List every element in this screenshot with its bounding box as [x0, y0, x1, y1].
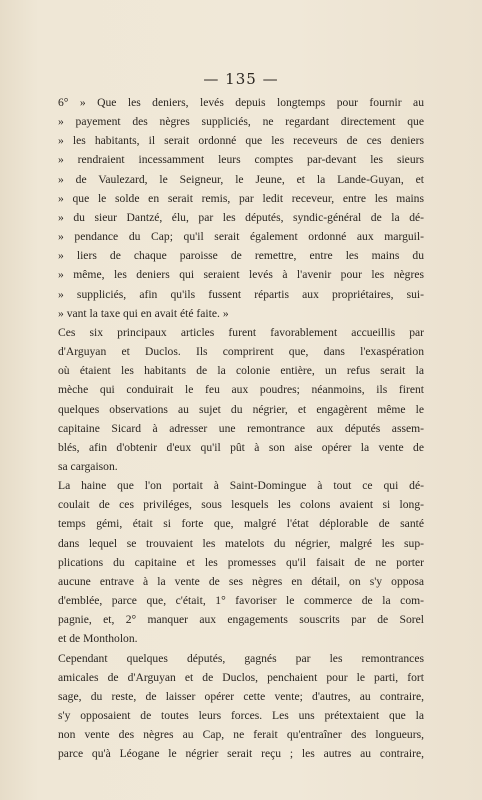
text-line: mèche qui conduirait le feu aux poudres; néanmoins, ils firent [58, 383, 424, 397]
text-line: pagnie, et, 2° manquer aux engagements souscrits par de Sorel [58, 613, 424, 627]
text-line: non vente des nègres au Cap, ne ferait qu'entraîner des longueurs, [58, 728, 424, 742]
text-line: » vant la taxe qui en avait été faite. » [58, 306, 229, 320]
body-text [58, 93, 424, 763]
text-line: sage, du reste, de laisser opérer cette vente; d'autres, au contraire, [58, 689, 424, 703]
text-line: » suppliciés, afin qu'ils fussent répartis aux propriétaires, sui- [58, 287, 424, 301]
text-line: » du sieur Dantzé, élu, par les députés, syndic-général de la dé- [58, 210, 424, 224]
text-line: » les habitants, il serait ordonné que les receveurs de ces deniers [58, 134, 424, 148]
text-line: temps gémi, était si forte que, malgré l'état déplorable de santé [58, 517, 424, 531]
text-line: et de Montholon. [58, 632, 138, 646]
text-line: » rendraient incessamment leurs comptes par-devant les sieurs [58, 153, 424, 167]
text-line: 6° » Que les deniers, levés depuis longtemps pour fournir au [58, 96, 424, 109]
text-line: capitaine Sicard à adresser une remontrance aux députés assem- [58, 421, 424, 435]
text-line: où étaient les habitants de la colonie entière, un refus serait la [58, 364, 424, 378]
text-line: sa cargaison. [58, 459, 118, 473]
text-line: d'Arguyan et Duclos. Ils comprirent que, dans l'exaspération [58, 345, 424, 359]
text-line: dans lequel se trouvaient les matelots du négrier, malgré les sup- [58, 536, 424, 550]
text-line: La haine que l'on portait à Saint-Domingue à tout ce qui dé- [58, 479, 424, 493]
text-line: » liers de chaque paroisse de remettre, entre les mains du [58, 249, 424, 263]
text-line: coulait de ces priviléges, sous lesquels les colons avaient si long- [58, 498, 424, 512]
text-line: » même, les deniers qui seraient levés à l'avenir pour les nègres [58, 268, 424, 282]
text-line: s'y opposaient de toutes leurs forces. Les uns prétextaient que la [58, 709, 424, 722]
text-line: d'emblée, parce que, c'était, 1° favoriser le commerce de la com- [58, 594, 424, 608]
text-line: parce qu'à Léogane le négrier serait reçu ; les autres au contraire, [58, 747, 424, 761]
text-line: » que le solde en serait remis, par ledit receveur, entre les mains [58, 191, 424, 205]
text-line: blés, afin d'obtenir d'eux qu'il pût à son aise opérer la vente de [58, 440, 424, 454]
page-number: — 135 — [203, 70, 279, 88]
text-line: amicales de d'Arguyan et de Duclos, penchaient pour le parti, fort [58, 670, 424, 684]
text-line: plications du capitaine et les promesses qu'il faisait de ne porter [58, 555, 424, 569]
text-line: aucune entrave à la vente de ses nègres en détail, on s'y opposa [58, 574, 424, 588]
text-line: Cependant quelques députés, gagnés par les remontrances [58, 651, 424, 665]
text-line: » de Vaulezard, le Seigneur, le Jeune, et la Lande-Guyan, et [58, 172, 424, 186]
text-line: quelques observations au sujet du négrier, et engagèrent même le [58, 402, 424, 416]
text-line: Ces six principaux articles furent favorablement accueillis par [58, 325, 424, 339]
text-line: » pendance du Cap; qu'il serait également ordonné aux marguil- [58, 230, 424, 244]
text-line: » payement des nègres suppliciés, ne regardant directement que [58, 115, 424, 129]
